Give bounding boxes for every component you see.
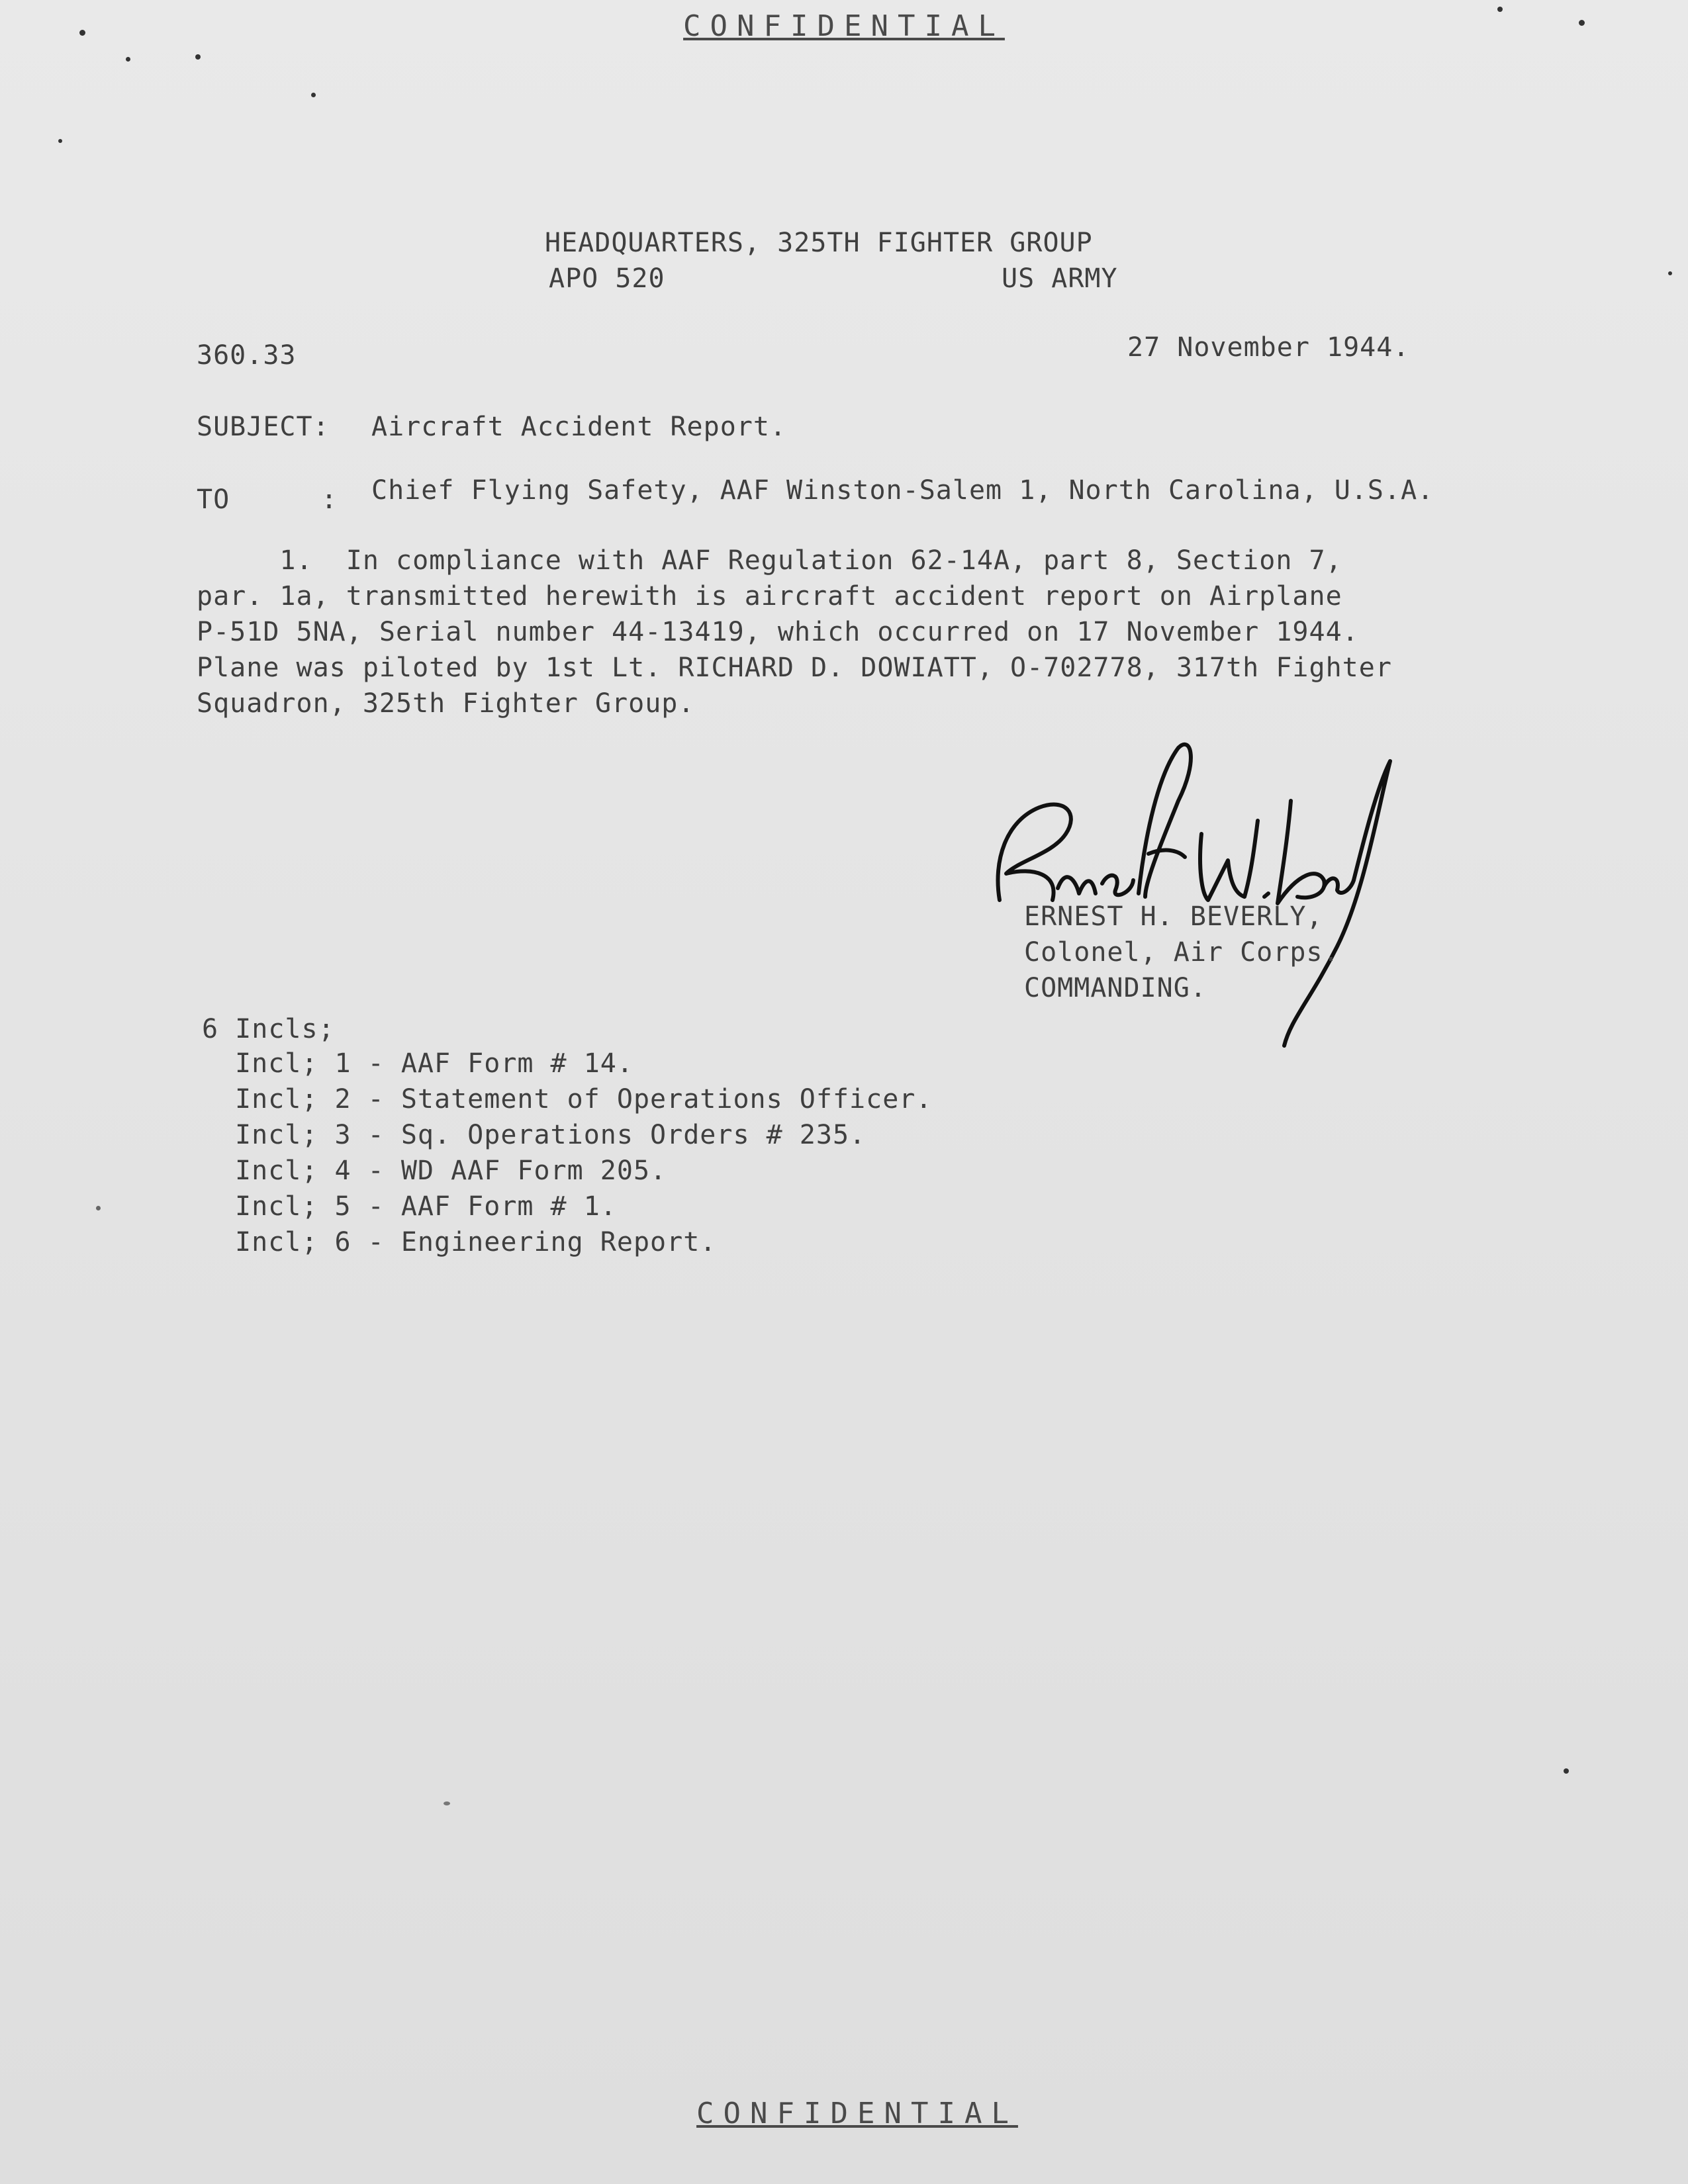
inclosure-item: Incl; 5 - AAF Form # 1. [235, 1191, 617, 1222]
inclosure-item: Incl; 6 - Engineering Report. [235, 1227, 717, 1257]
body-line: Plane was piloted by 1st Lt. RICHARD D. DOWIATT, O-702778, 317th Fighter [197, 653, 1392, 683]
classification-top: CONFIDENTIAL [683, 9, 1005, 43]
classification-bottom: CONFIDENTIAL [696, 2097, 1018, 2130]
file-number: 360.33 [197, 340, 297, 371]
inclosure-item: Incl; 2 - Statement of Operations Officer. [235, 1084, 933, 1115]
to-recipient: Chief Flying Safety, AAF Winston-Salem 1, North Carolina, U.S.A. [371, 475, 1434, 506]
scan-speck [444, 1801, 450, 1805]
scan-speck [96, 1206, 101, 1210]
signatory-rank: Colonel, Air Corps. [1024, 937, 1340, 968]
body-line: par. 1a, transmitted herewith is aircraft accident report on Airplane [197, 581, 1342, 612]
body-line: P-51D 5NA, Serial number 44-13419, which occurred on 17 November 1944. [197, 617, 1359, 647]
scan-speck [1668, 271, 1672, 275]
body-line: Squadron, 325th Fighter Group. [197, 688, 695, 719]
body-line: 1. In compliance with AAF Regulation 62-14A, part 8, Section 7, [197, 545, 1342, 576]
inclosure-item: Incl; 4 - WD AAF Form 205. [235, 1156, 667, 1186]
subject-label: SUBJECT: [197, 412, 330, 442]
scan-speck [58, 139, 62, 143]
letterhead-army: US ARMY [1002, 263, 1118, 294]
scan-speck [195, 54, 201, 60]
inclosure-item: Incl; 3 - Sq. Operations Orders # 235. [235, 1120, 867, 1150]
inclosure-item: Incl; 1 - AAF Form # 14. [235, 1048, 633, 1079]
letterhead-apo: APO 520 [549, 263, 665, 294]
scan-speck [126, 57, 130, 62]
letter-date: 27 November 1944. [1127, 332, 1410, 363]
signatory-title: COMMANDING. [1024, 973, 1207, 1003]
inclosures-header: 6 Incls; [202, 1014, 335, 1044]
to-colon: : [321, 484, 338, 515]
letterhead-headquarters: HEADQUARTERS, 325TH FIGHTER GROUP [545, 228, 1093, 258]
subject-text: Aircraft Accident Report. [371, 412, 787, 442]
scan-speck [311, 93, 316, 97]
signatory-name: ERNEST H. BEVERLY, [1024, 901, 1323, 932]
scan-speck [1564, 1768, 1569, 1774]
to-label: TO [197, 484, 230, 515]
